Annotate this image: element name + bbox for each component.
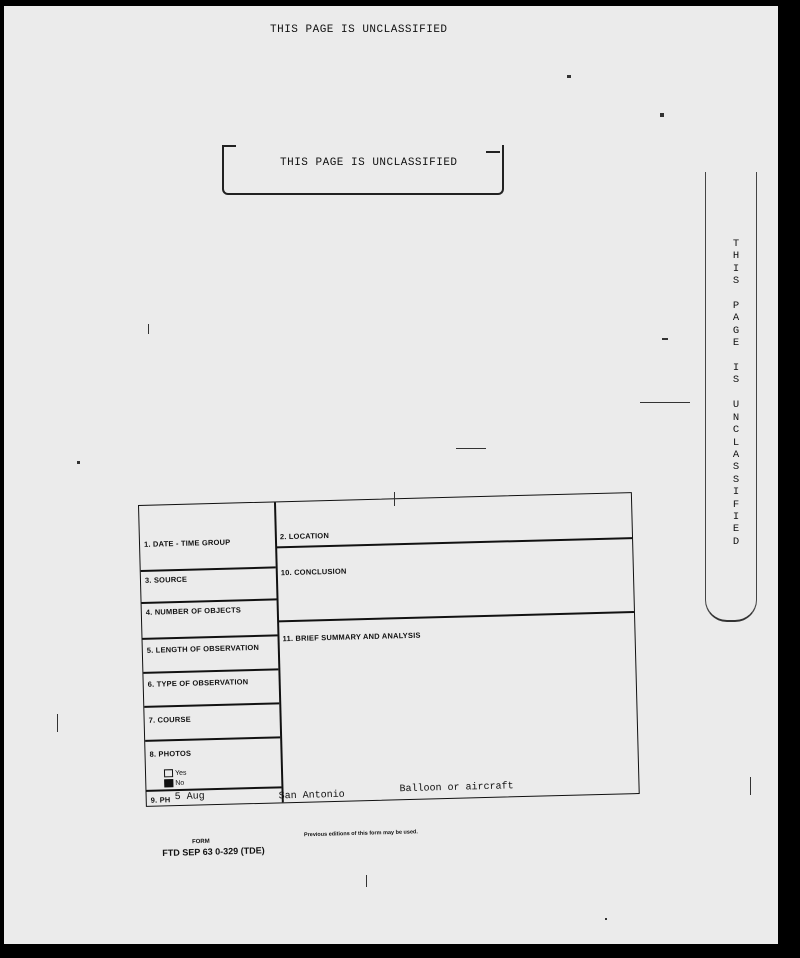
row-divider [276,537,632,548]
label-conclusion: 10. CONCLUSION [280,566,347,578]
footer-edition-note: Previous editions of this form may be used. [303,829,418,839]
scan-speck [394,492,395,506]
footer-form-code: FTD SEP 63 0-329 (TDE) [162,845,265,858]
scan-speck [77,461,80,464]
scan-speck [660,113,664,117]
footer-form-label: FORM [191,838,210,846]
label-photos: 8. PHOTOS [149,748,192,759]
scan-speck [366,875,367,887]
scan-speck [640,402,690,403]
row-divider [142,598,277,603]
handwritten-location: San Antonio [278,789,345,803]
photos-yes-option: Yes [164,769,187,778]
project-card-form [138,492,640,807]
boxed-classification-stamp [222,145,504,195]
stamp-corner-mark [222,145,236,147]
scan-speck [750,777,751,795]
row-divider [142,634,277,639]
label-brief-summary: 11. BRIEF SUMMARY AND ANALYSIS [282,630,421,644]
side-classification-stamp: T H I S P A G E I S U N C L A S S I F I E D [732,238,740,548]
stamp-corner-mark [486,151,500,153]
boxed-stamp-text: THIS PAGE IS UNCLASSIFIED [280,157,458,169]
handwritten-conclusion: Balloon or aircraft [399,781,514,796]
row-divider [143,668,278,673]
label-type-of-observation: 6. TYPE OF OBSERVATION [147,677,249,689]
row-divider [278,611,634,622]
label-ph: 9. PH [150,795,171,805]
label-course: 7. COURSE [148,714,191,725]
row-divider [145,736,280,741]
checked-box-icon [164,779,173,787]
scan-speck [605,918,607,920]
scan-edge-right [778,0,800,958]
checkbox-icon [164,769,173,777]
label-length-of-observation: 5. LENGTH OF OBSERVATION [146,642,260,655]
label-number-of-objects: 4. NUMBER OF OBJECTS [145,605,242,617]
scan-speck [148,324,149,334]
scan-speck [456,448,486,449]
scan-edge-top [0,0,800,6]
label-location: 2. LOCATION [279,531,330,542]
photos-no-option: No [164,779,184,788]
label-date-time-group: 1. DATE - TIME GROUP [143,537,231,549]
scan-speck [662,338,668,340]
scan-speck [567,75,571,78]
row-divider [144,702,279,707]
scan-edge-bottom [0,944,800,958]
scan-edge-left [0,0,4,958]
row-divider [141,566,276,571]
scan-speck [57,714,58,732]
top-classification-stamp: THIS PAGE IS UNCLASSIFIED [270,24,448,36]
handwritten-date: 5 Aug [174,791,205,804]
label-source: 3. SOURCE [144,574,188,585]
